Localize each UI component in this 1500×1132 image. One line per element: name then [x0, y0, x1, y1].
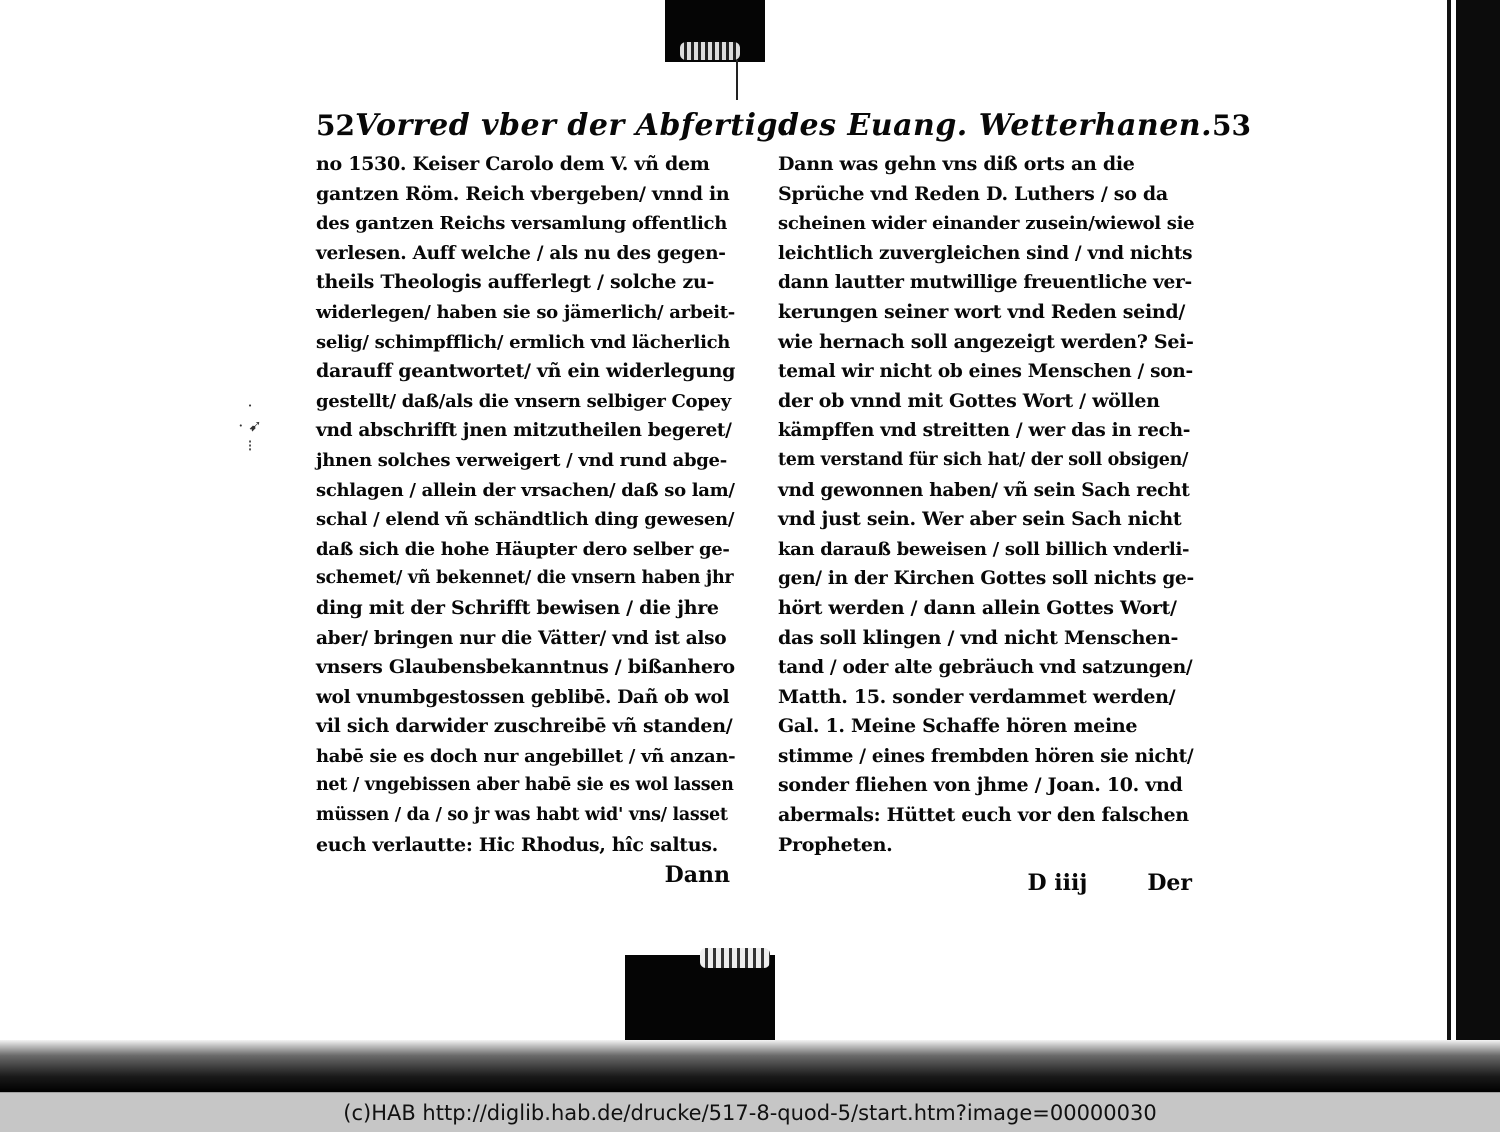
text-line: dann lautter mutwillige freuentliche ver-	[778, 272, 1192, 294]
text-line: no 1530. Keiser Carolo dem V. vñ dem	[316, 153, 710, 175]
text-line: darauff geantwortet/ vñ ein widerlegung	[316, 360, 736, 383]
text-line: tem verstand für sich hat/ der soll obsigen/	[778, 449, 1189, 470]
text-line: kerungen seiner wort vnd Reden seind/	[778, 300, 1186, 323]
text-line: schlagen / allein der vrsachen/ daß so lam/	[316, 479, 735, 501]
footer-caption: (c)HAB http://diglib.hab.de/drucke/517-8-quod-5/start.htm?image=00000030	[343, 1100, 1157, 1125]
right-text-block	[778, 150, 1198, 860]
text-line: daß sich die hohe Häupter dero selber ge-	[316, 538, 730, 560]
scan-bottom-shadow	[0, 1040, 1500, 1092]
text-line: abermals: Hüttet euch vor den falschen	[778, 804, 1189, 827]
binding-ridge-top	[680, 42, 740, 60]
text-line: stimme / eines frembden hören sie nicht/	[778, 745, 1194, 767]
text-line: des gantzen Reichs versamlung offentlich	[316, 213, 727, 235]
text-line: vnd abschrifft jnen mitzutheilen begeret/	[316, 420, 732, 442]
text-line: Gal. 1. Meine Schaffe hören meine	[778, 715, 1138, 738]
left-running-title: Vorred vber der Abfertig.	[354, 108, 789, 143]
text-line: selig/ schimpfflich/ ermlich vnd lächerlich	[316, 331, 731, 353]
right-folio: 53	[1212, 109, 1252, 142]
text-line: vnsers Glaubensbekanntnus / bißanhero	[316, 656, 735, 679]
text-line: kan darauß beweisen / soll billich vnderli-	[778, 538, 1190, 560]
text-line: hört werden / dann allein Gottes Wort/	[778, 596, 1177, 619]
text-line: kämpffen vnd streitten / wer das in rech-	[778, 420, 1191, 442]
text-line: Dann was gehn vns diß orts an die	[778, 153, 1135, 175]
binding-ridge-bottom	[700, 948, 770, 968]
text-line: der ob vnnd mit Gottes Wort / wöllen	[778, 389, 1160, 412]
text-line: widerlegen/ haben sie so jämerlich/ arbeit-	[316, 301, 735, 323]
text-line: schemet/ vñ bekennet/ die vnsern haben jhr	[316, 568, 734, 589]
left-page	[316, 104, 789, 890]
text-line: net / vngebissen aber habē sie es wol lassen	[316, 775, 734, 796]
page-edge-line	[1447, 0, 1451, 1045]
left-catchword: Dann	[664, 862, 730, 889]
text-line: habē sie es doch nur angebillet / vñ anzan-	[316, 745, 736, 767]
text-line: theils Theologis aufferlegt / solche zu-	[316, 271, 715, 294]
text-line: wol vnumbgestossen geblibē. Dañ ob wol	[316, 686, 730, 708]
text-line: aber/ bringen nur die Vätter/ vnd ist also	[316, 627, 727, 649]
left-running-head	[316, 104, 789, 150]
text-line: das soll klingen / vnd nicht Menschen-	[778, 626, 1179, 649]
right-signature-row	[778, 866, 1198, 900]
text-line: verlesen. Auff welche / als nu des gegen-	[316, 242, 726, 264]
text-line: Sprüche vnd Reden D. Luthers / so da	[778, 182, 1168, 205]
text-line: vnd just sein. Wer aber sein Sach nicht	[778, 508, 1182, 531]
text-line: euch verlautte: Hic Rhodus, hîc saltus.	[316, 833, 718, 856]
text-line: sonder fliehen von jhme / Joan. 10. vnd	[778, 774, 1183, 797]
text-line: scheinen wider einander zusein/wiewol sie	[778, 213, 1195, 235]
text-line: ding mit der Schrifft bewisen / die jhre	[316, 596, 719, 619]
text-line: wie hernach soll angezeigt werden? Sei-	[778, 330, 1194, 353]
text-line: gestellt/ daß/als die vnsern selbiger Copey	[316, 390, 731, 412]
signature-mark: D iiij	[1027, 870, 1088, 897]
text-line: gen/ in der Kirchen Gottes soll nichts ge-	[778, 568, 1194, 590]
text-line: leichtlich zuvergleichen sind / vnd nichts	[778, 242, 1193, 264]
binding-gutter-bottom	[625, 955, 775, 1050]
text-line: temal wir nicht ob eines Menschen / son-	[778, 361, 1193, 383]
margin-marks: · · ➹ ⁝	[238, 396, 262, 455]
gutter-line	[736, 60, 738, 100]
right-page	[778, 104, 1252, 900]
text-line: Propheten.	[778, 833, 893, 856]
text-line: gantzen Röm. Reich vbergeben/ vnnd in	[316, 182, 730, 205]
left-folio: 52	[316, 109, 355, 142]
left-text-block	[316, 150, 736, 860]
right-running-head	[778, 104, 1252, 150]
text-line: tand / oder alte gebräuch vnd satzungen/	[778, 657, 1193, 679]
text-line: müssen / da / so jr was habt wid' vns/ lasset	[316, 805, 728, 826]
text-line: vnd gewonnen haben/ vñ sein Sach recht	[778, 479, 1190, 501]
text-line: vil sich darwider zuschreibē vñ standen/	[316, 715, 733, 738]
copyright-footer	[0, 1092, 1500, 1132]
text-line: jhnen solches verweigert / vnd rund abge-	[316, 449, 727, 471]
right-running-title: des Euang. Wetterhanen.	[778, 108, 1213, 143]
text-line: schal / elend vñ schändtlich ding gewesen/	[316, 509, 735, 531]
right-catchword: Der	[1147, 870, 1192, 897]
text-line: Matth. 15. sonder verdammet werden/	[778, 685, 1176, 708]
page-edge-right	[1456, 0, 1500, 1092]
